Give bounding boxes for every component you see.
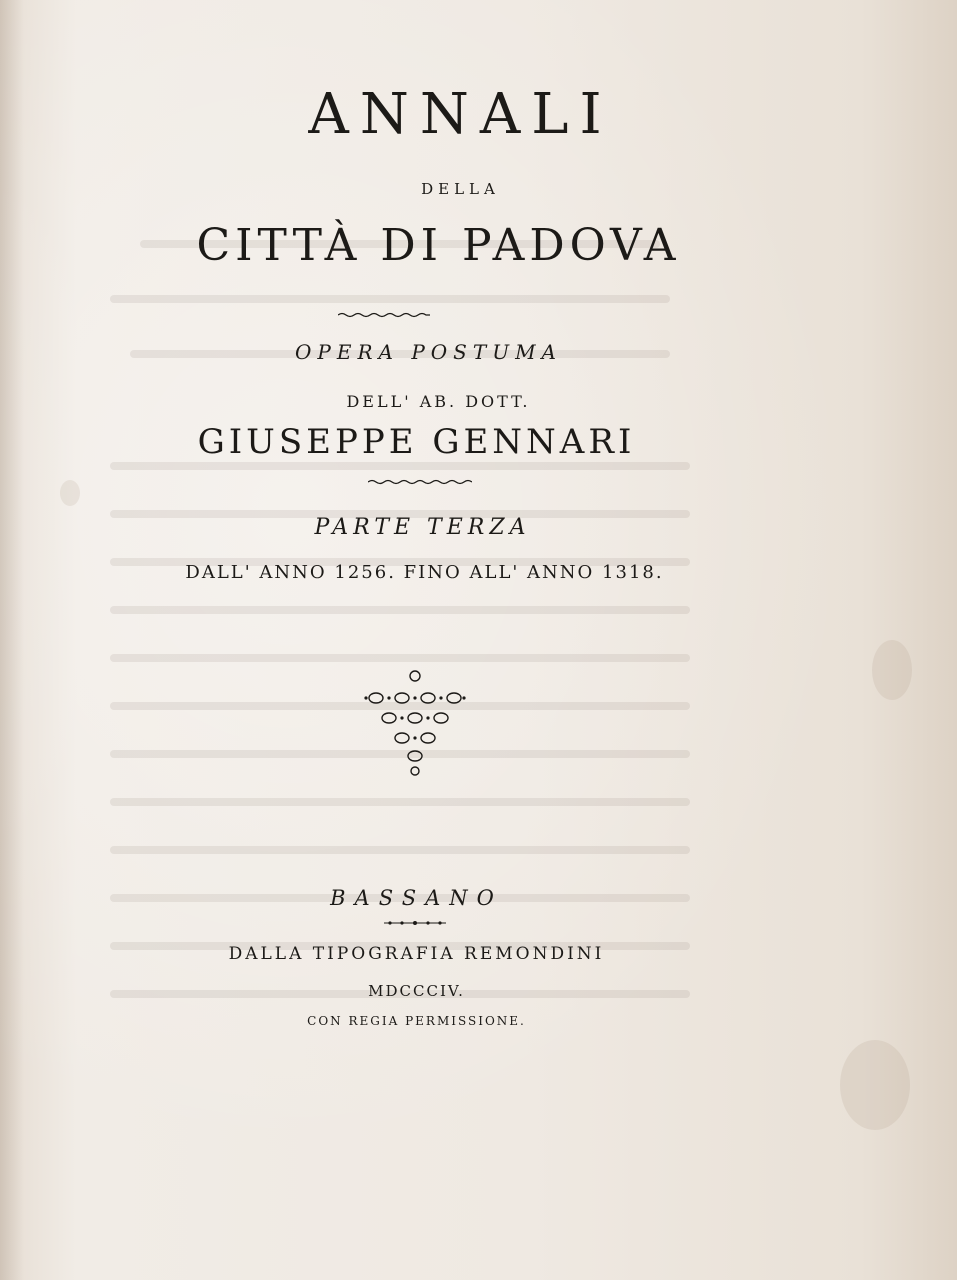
year-range: DALL' ANNO 1256. FINO ALL' ANNO 1318. [185,562,664,583]
work-type: OPERA POSTUMA [295,340,562,364]
royal-permission-note: CON REGIA PERMISSIONE. [307,1014,526,1028]
volume-part: PARTE TERZA [314,515,531,540]
place-of-publication: BASSANO [330,886,503,910]
book-subtitle-city: CITTÀ DI PADOVA [196,220,681,271]
vine-cluster-ornament-icon [360,668,470,780]
title-connector: DELLA [421,180,500,198]
publication-year: MDCCCIV. [368,982,465,1000]
wavy-rule-divider [338,312,430,318]
author-name: GIUSEPPE GENNARI [197,422,636,462]
wavy-rule-divider [368,479,472,485]
paper-foxing [872,640,912,700]
book-title: ANNALI [308,82,613,147]
dotted-rule-divider [384,920,446,926]
author-prefix: DELL' AB. DOTT. [346,392,531,411]
paper-foxing [60,480,80,506]
paper-foxing [840,1040,910,1130]
printer-name: DALLA TIPOGRAFIA REMONDINI [228,944,605,964]
